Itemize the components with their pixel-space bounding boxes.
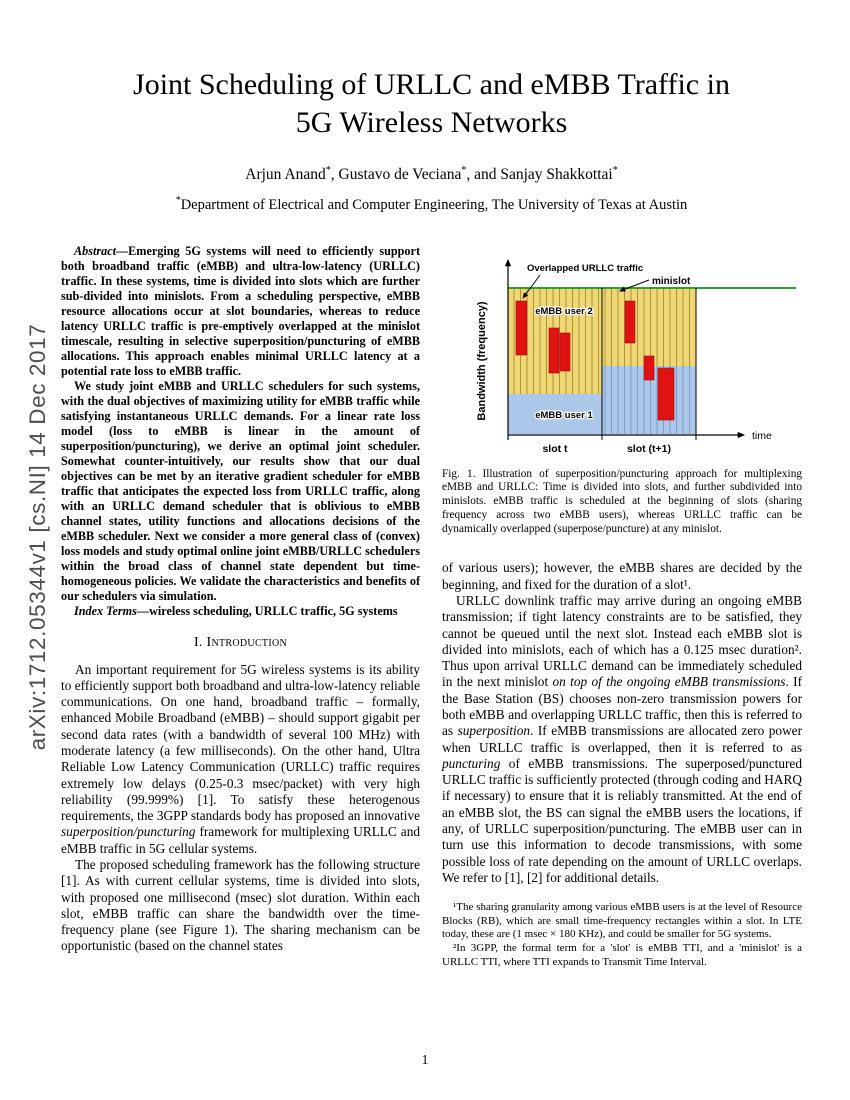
embb-user1-label: eMBB user 1	[535, 409, 593, 421]
overlapped-urllc-label: Overlapped URLLC traffic	[527, 262, 644, 274]
paper-title	[61, 66, 802, 142]
body-p2-text-b: . If the Base Station (BS) chooses non-zero transmission powers for both eMBB and overlapping URLLC traffic, then this is referred to as	[442, 674, 803, 739]
affiliation-mark: *	[175, 194, 181, 206]
index-terms-label: Index Terms—	[74, 603, 150, 618]
body-p2-text-d: of eMBB transmissions. The superposed/punctured URLLC traffic is sufficiently protected (through coding and HARQ if necessary) to ensure that it is reliably transmitted. At the end of an eMBB slot, the BS can signal the eMBB users the locations, if any, of URLLC superposition/puncturing. The eMBB user can in turn use this information to decode transmissions, with some possible loss of rate depending on the amount of URLLC overlaps. We refer to [1], [2] for additional details.	[442, 755, 802, 885]
section-heading-introduction: I. Introduction	[193, 634, 288, 650]
intro-p1-text-b: framework for multiplexing URLLC and eMBB traffic in 5G cellular systems.	[61, 824, 420, 856]
body-p2-emphasis-3: puncturing	[442, 755, 501, 771]
body-p2-text-a: URLLC downlink traffic may arrive during an ongoing eMBB transmission; if tight latency constraints are to be satisfied, they cannot be queued until the next slot. Instead each eMBB slot is divided into minislots, each of which has a 0.125 msec duration². Thus upon arrival URLLC demand can be immediately scheduled in the next minislot	[442, 593, 802, 690]
author-name: Sanjay Shakkottai	[500, 165, 613, 183]
title-line-1: Joint Scheduling of URLLC and eMBB Traffic in	[133, 68, 730, 101]
slot-t1-label: slot (t+1)	[626, 442, 672, 455]
urllc-block	[644, 356, 654, 380]
author-separator: ,	[330, 165, 339, 183]
intro-paragraph-1	[61, 662, 420, 857]
two-column-body	[61, 244, 802, 970]
affiliation-line	[61, 195, 802, 214]
affiliation-text: Department of Electrical and Computer Engineering, The University of Texas at Austin	[180, 196, 688, 213]
abstract-label: Abstract—	[74, 243, 129, 258]
figure-1	[468, 244, 802, 463]
embb-user2-region-slot-t1	[602, 288, 696, 366]
urllc-block	[516, 301, 527, 355]
body-p2-text-c: . If eMBB transmissions are allocated zero power when URLLC traffic is overlapped, then it is referred to as	[442, 723, 803, 755]
author-mark: *	[461, 164, 467, 176]
author-name: Gustavo de Veciana	[338, 165, 462, 183]
paper-content	[61, 66, 802, 969]
urllc-block	[560, 333, 570, 371]
abstract-text-2: We study joint eMBB and URLLC schedulers for such systems, with the dual objectives of maximizing utility for eMBB traffic while satisfying instantaneous URLLC demands. For a linear rate loss model (loss to eMBB is linear in the amount of superposition/puncturing), we derive an optimal joint scheduler. Somewhat counter-intuitively, our results show that our dual objectives can be met by an iterative gradient scheduler for eMBB traffic that anticipates the expected loss from URLLC traffic, along with an URLLC demand scheduler that is oblivious to eMBB channel states, utility functions and allocations decisions of the eMBB scheduler. Next we consider a more general class of (convex) loss models and study optimal online joint eMBB/URLLC schedulers within the broad class of channel state dependent but time-homogeneous policies. We validate the characteristics and benefits of our schedulers via simulation.	[61, 378, 420, 603]
abstract-paragraph-2	[61, 379, 420, 604]
abstract	[61, 244, 420, 619]
body-paragraph-continuation: of various users); however, the eMBB shares are decided by the beginning, and fixed for the duration of a slot¹.	[442, 560, 802, 592]
body-p2-emphasis-2: superposition	[457, 723, 531, 739]
arxiv-watermark: arXiv:1712.05344v1 [cs.NI] 14 Dec 2017	[25, 323, 50, 751]
title-line-2: 5G Wireless Networks	[295, 105, 568, 139]
author-separator: , and	[466, 165, 501, 183]
y-axis-label: Bandwidth (frequency)	[476, 300, 488, 421]
author-name: Arjun Anand	[245, 165, 326, 183]
abstract-text-1: Emerging 5G systems will need to efficiently support both broadband traffic (eMBB) and ultra-low-latency (URLLC) traffic. In these systems, time is divided into slots which are further sub-divided into minislots. From a scheduling perspective, eMBB resource allocations occur at slot boundaries, whereas to reduce latency URLLC traffic is pre-emptively overlapped at the minislot timescale, resulting in selective superposition/puncturing of eMBB allocations. This approach enables minimal URLLC latency at a potential rate loss to eMBB traffic.	[61, 243, 420, 378]
urllc-block	[549, 328, 559, 373]
page-number: 1	[421, 1052, 429, 1067]
urllc-block	[625, 301, 635, 343]
intro-p1-emphasis: superposition/puncturing	[61, 824, 196, 840]
right-column	[442, 244, 802, 970]
figure-1-plot	[468, 244, 798, 458]
time-axis-label: time	[752, 429, 772, 442]
intro-paragraph-2: The proposed scheduling framework has the following structure [1]. As with current cellular systems, time is divided into slots, with proposed one millisecond (msec) slot duration. Within each slot, eMBB traffic can share the bandwidth over the time-frequency plane (see Figure 1). The sharing mechanism can be opportunistic (based on the channel states	[61, 856, 420, 954]
left-column	[61, 244, 420, 970]
figure-1-caption: Fig. 1. Illustration of superposition/puncturing approach for multiplexing eMBB and URLLC: Time is divided into slots, and further subdivided into minislots. eMBB traffic is scheduled at the beginning of slots (sharing frequency across two eMBB users), whereas URLLC traffic can be dynamically overlapped (superpose/puncture) at any minislot.	[442, 467, 802, 535]
index-terms-line	[61, 604, 420, 619]
footnote-1: ¹The sharing granularity among various eMBB users is at the level of Resource Blocks (RB), which are small time-frequency rectangles within a slot. In LTE today, these are (1 msec × 180 KHz), and could be smaller for 5G systems.	[442, 901, 802, 941]
slot-t-label: slot t	[542, 442, 568, 455]
author-mark: *	[612, 164, 618, 176]
authors-line	[61, 165, 802, 184]
body-p2-emphasis-1: on top of the ongoing eMBB transmissions	[552, 674, 786, 690]
intro-p1-text-a: An important requirement for 5G wireless systems is its ability to efficiently support both broadband and ultra-low-latency reliable communications. On one hand, broadband traffic – formally, enhanced Mobile Broadband (eMBB) – should support gigabit per second data rates (with a bandwidth of several 100 MHz) with moderate latency (a few milliseconds). On the other hand, Ultra Reliable Low Latency Communication (URLLC) traffic requires extremely low delays (0.25-0.3 msec/packet) with very high reliability (99.999%) [1]. To satisfy these heterogenous requirements, the 3GPP standards body has proposed an innovative	[61, 661, 420, 824]
body-paragraph-2	[442, 593, 802, 886]
urllc-block	[658, 368, 674, 420]
index-terms-text: wireless scheduling, URLLC traffic, 5G systems	[149, 603, 398, 618]
author-mark: *	[325, 164, 331, 176]
embb-user2-label: eMBB user 2	[535, 305, 593, 317]
footnote-2: ²In 3GPP, the formal term for a 'slot' is eMBB TTI, and a 'minislot' is a URLLC TTI, where TTI expands to Transmit Time Interval.	[442, 941, 802, 968]
footnotes	[442, 901, 802, 969]
minislot-label: minislot	[652, 275, 691, 287]
abstract-paragraph-1	[61, 244, 420, 379]
